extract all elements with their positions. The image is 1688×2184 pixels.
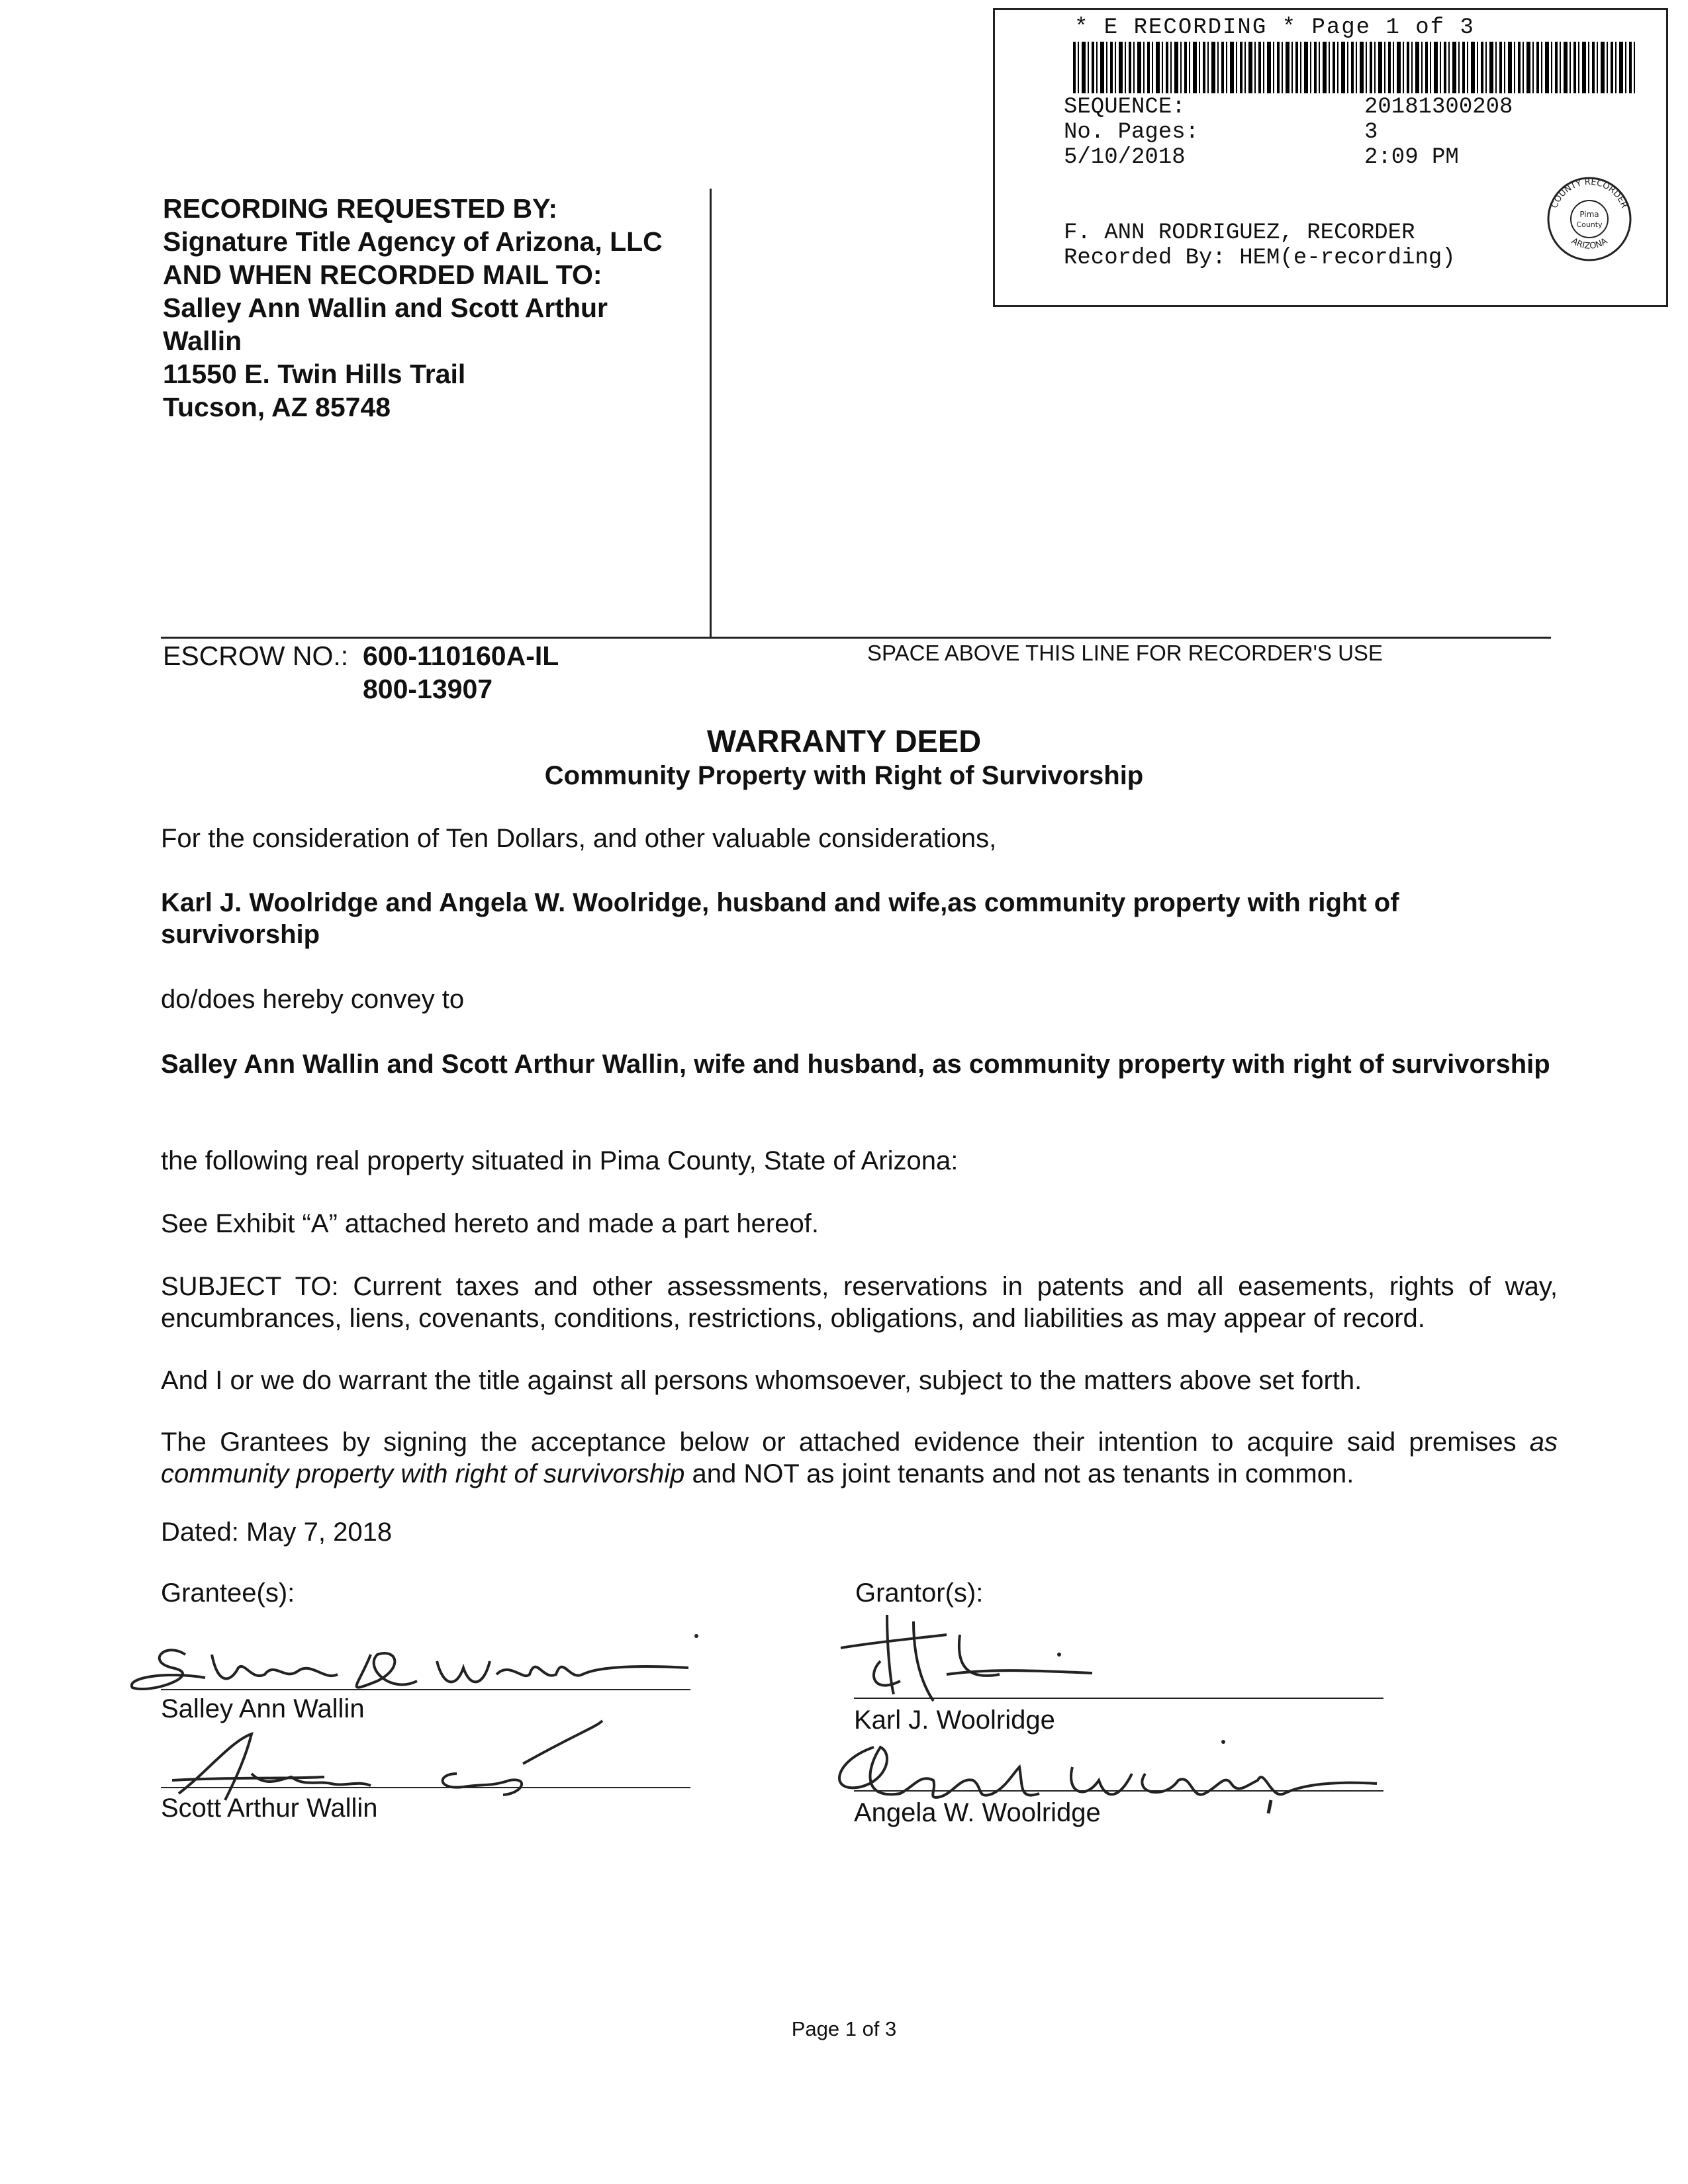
mail-to-city: Tucson, AZ 85748 (163, 392, 391, 422)
svg-text:COUNTY RECORDER (1550, 177, 1629, 210)
grantees-statement: Salley Ann Wallin and Scott Arthur Wallin, wife and husband, as community property with right of survivorship (161, 1050, 1550, 1079)
seal-inner-top: Pima (1579, 210, 1599, 219)
escrow-label: ESCROW NO.: (163, 641, 349, 671)
recording-requested-by: RECORDING REQUESTED BY: (163, 193, 558, 224)
mail-to-street: 11550 E. Twin Hills Trail (163, 359, 466, 389)
grantee1-signature-line (161, 1689, 690, 1690)
grantee1-name: Salley Ann Wallin (161, 1694, 365, 1723)
sequence-value: 20181300208 (1364, 95, 1513, 120)
dated-line: Dated: May 7, 2018 (161, 1518, 393, 1547)
recorder-stamp-box (993, 8, 1668, 307)
subject-to-paragraph: SUBJECT TO: Current taxes and other assessments, reservations in patents and all easements, rights of way, encumbrances, liens, covenants, conditions, restrictions, obligations, and liabilities as may appear of record. (161, 1272, 1558, 1333)
recording-request-block (163, 192, 692, 424)
seal-outer-text: COUNTY RECORDER (1550, 177, 1629, 210)
seal-bottom-text: ARIZONA (1570, 236, 1609, 251)
vertical-divider (710, 189, 712, 639)
acceptance-text-italic: as community property with right of survivorship (161, 1428, 1558, 1488)
recorder-space-note: SPACE ABOVE THIS LINE FOR RECORDER'S USE (867, 641, 1383, 665)
recording-header: * E RECORDING * Page 1 of 3 (1074, 15, 1475, 40)
grantor1-signature (827, 1608, 1158, 1707)
pages-label: No. Pages: (1064, 120, 1199, 145)
seal-inner-bottom: County (1576, 220, 1603, 229)
grantee-label: Grantee(s): (161, 1578, 295, 1608)
consideration-paragraph: For the consideration of Ten Dollars, and other valuable considerations, (161, 824, 997, 853)
convey-paragraph: do/does hereby convey to (161, 985, 465, 1014)
county-seal (1546, 175, 1633, 263)
recorder-use-line (161, 637, 1551, 639)
acceptance-text-post: and NOT as joint tenants and not as tenants in common. (684, 1459, 1354, 1488)
svg-text:ARIZONA (1570, 236, 1609, 251)
pages-value: 3 (1364, 120, 1378, 145)
escrow-number-1: 600-110160A-IL (363, 641, 559, 671)
sequence-label: SEQUENCE: (1064, 95, 1186, 120)
recorder-name: F. ANN RODRIGUEZ, RECORDER (1064, 220, 1415, 246)
grantors-statement: Karl J. Woolridge and Angela W. Woolridge, husband and wife,as community property with right of survivorship (161, 888, 1399, 949)
grantor-label: Grantor(s): (855, 1578, 984, 1608)
grantee2-name: Scott Arthur Wallin (161, 1794, 378, 1823)
recorded-by: Recorded By: HEM(e-recording) (1064, 246, 1456, 271)
document-title: WARRANTY DEED (706, 723, 982, 758)
page-number: Page 1 of 3 (791, 2017, 897, 2040)
grantor1-signature-line (854, 1698, 1383, 1699)
document-subtitle: Community Property with Right of Survivorship (544, 761, 1144, 790)
mail-to-name: Salley Ann Wallin and Scott Arthur (163, 293, 608, 323)
mail-to-label: AND WHEN RECORDED MAIL TO: (163, 259, 602, 290)
exhibit-paragraph: See Exhibit “A” attached hereto and made a part hereof. (161, 1209, 819, 1238)
recording-date: 5/10/2018 (1064, 145, 1186, 170)
grantor2-name: Angela W. Woolridge (854, 1798, 1101, 1827)
mail-to-name-cont: Wallin (163, 326, 242, 356)
grantor1-name: Karl J. Woolridge (854, 1706, 1055, 1735)
barcode (1073, 42, 1636, 93)
property-location-paragraph: the following real property situated in Pima County, State of Arizona: (161, 1146, 959, 1175)
escrow-number-2: 800-13907 (363, 674, 493, 704)
acceptance-text-pre: The Grantees by signing the acceptance below or attached evidence their intention to acquire said premises (161, 1428, 1530, 1457)
warranty-paragraph: And I or we do warrant the title against all persons whomsoever, subject to the matters above set forth. (161, 1366, 1362, 1395)
grantor2-signature-line (854, 1790, 1383, 1792)
acceptance-paragraph (161, 1426, 1558, 1490)
recording-time: 2:09 PM (1364, 145, 1459, 170)
title-agency: Signature Title Agency of Arizona, LLC (163, 226, 663, 257)
grantee2-signature-line (161, 1787, 690, 1788)
